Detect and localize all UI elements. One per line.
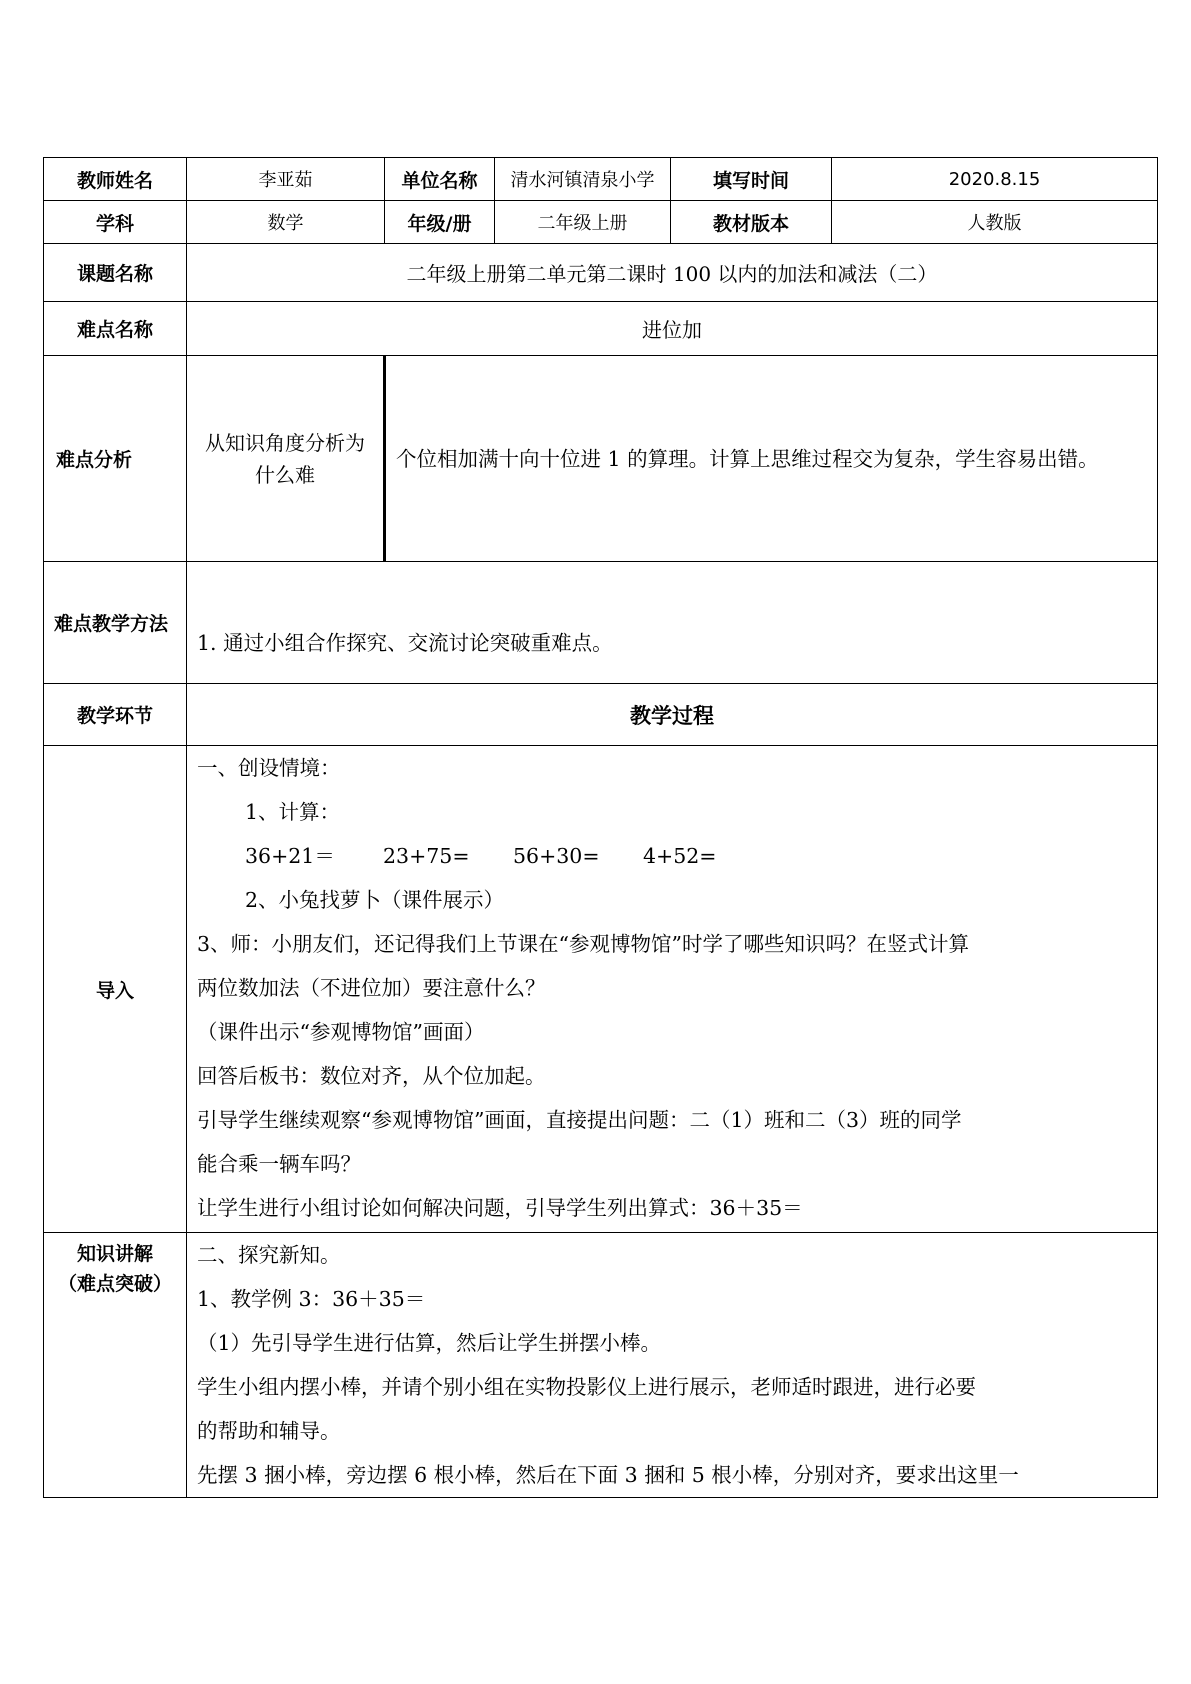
calc-3: 56+30= [513, 844, 600, 868]
grade-value: 二年级上册 [495, 201, 671, 244]
date-label: 填写时间 [671, 158, 832, 201]
intro-note: （课件出示“参观博物馆”画面） [197, 1020, 485, 1044]
intro-content [187, 746, 1158, 1233]
date-value: 2020.8.15 [832, 158, 1158, 201]
calc-1: 36+21＝ [245, 844, 335, 868]
intro-guide-line-2: 能合乘一辆车吗？ [197, 1152, 361, 1176]
analysis-row [44, 356, 1158, 562]
intro-answer: 回答后板书：数位对齐，从个位加起。 [197, 1064, 546, 1088]
explain-label [44, 1233, 187, 1498]
edition-value: 人教版 [832, 201, 1158, 244]
method-row [44, 562, 1158, 684]
explain-label-line-2: （难点突破） [57, 1273, 172, 1295]
intro-label: 导入 [44, 746, 187, 1233]
difficulty-label: 难点名称 [44, 302, 187, 356]
topic-label: 课题名称 [44, 244, 187, 302]
intro-row [44, 746, 1158, 1233]
difficulty-row [44, 302, 1158, 356]
subject-value: 数学 [187, 201, 385, 244]
explain-label-line-1: 知识讲解 [76, 1243, 153, 1265]
explain-para-1-line-1: 学生小组内摆小棒，并请个别小组在实物投影仪上进行展示，老师适时跟进，进行必要 [197, 1375, 976, 1399]
analysis-text: 个位相加满十向十位进 1 的算理。计算上思维过程交为复杂，学生容易出错。 [385, 356, 1158, 562]
process-title: 教学过程 [187, 684, 1158, 746]
intro-heading: 一、创设情境： [197, 756, 341, 780]
intro-item-3-line-2: 两位数加法（不进位加）要注意什么？ [197, 976, 546, 1000]
intro-item-3-line-1: 3、师：小朋友们，还记得我们上节课在“参观博物馆”时学了哪些知识吗？在竖式计算 [197, 932, 970, 956]
process-header-row [44, 684, 1158, 746]
calc-2: 23+75= [383, 844, 470, 868]
intro-calc-row [197, 834, 1147, 878]
process-stage-label: 教学环节 [44, 684, 187, 746]
topic-value: 二年级上册第二单元第二课时 100 以内的加法和减法（二） [187, 244, 1158, 302]
analysis-label: 难点分析 [44, 356, 187, 562]
analysis-sub-label: 从知识角度分析为什么难 [187, 356, 385, 562]
explain-step-1: （1）先引导学生进行估算，然后让学生拼摆小棒。 [197, 1331, 662, 1355]
calc-4: 4+52= [643, 844, 717, 868]
explain-content [187, 1233, 1158, 1498]
intro-item-1: 1、计算： [245, 800, 341, 824]
grade-label: 年级/册 [385, 201, 495, 244]
explain-para-2-line-1: 先摆 3 捆小棒，旁边摆 6 根小棒，然后在下面 3 捆和 5 根小棒，分别对齐，要求出这里一 [197, 1463, 1019, 1487]
intro-discuss: 让学生进行小组讨论如何解决问题，引导学生列出算式：36＋35＝ [197, 1196, 803, 1220]
lesson-plan-table [43, 157, 1158, 1498]
explain-para-1-line-2: 的帮助和辅导。 [197, 1419, 341, 1443]
header-row-1 [44, 158, 1158, 201]
explain-row [44, 1233, 1158, 1498]
header-row-2 [44, 201, 1158, 244]
lesson-plan-document [43, 157, 1157, 1498]
difficulty-value: 进位加 [187, 302, 1158, 356]
teacher-name-label: 教师姓名 [44, 158, 187, 201]
edition-label: 教材版本 [671, 201, 832, 244]
method-label: 难点教学方法 [44, 562, 187, 684]
explain-heading: 二、探究新知。 [197, 1243, 341, 1267]
topic-row [44, 244, 1158, 302]
subject-label: 学科 [44, 201, 187, 244]
intro-item-2: 2、小兔找萝卜（课件展示） [245, 888, 505, 912]
explain-example: 1、教学例 3：36＋35＝ [197, 1287, 426, 1311]
method-text: 1. 通过小组合作探究、交流讨论突破重难点。 [187, 562, 1158, 684]
unit-name-label: 单位名称 [385, 158, 495, 201]
teacher-name-value: 李亚茹 [187, 158, 385, 201]
intro-guide-line-1: 引导学生继续观察“参观博物馆”画面，直接提出问题：二（1）班和二（3）班的同学 [197, 1108, 962, 1132]
unit-name-value: 清水河镇清泉小学 [495, 158, 671, 201]
